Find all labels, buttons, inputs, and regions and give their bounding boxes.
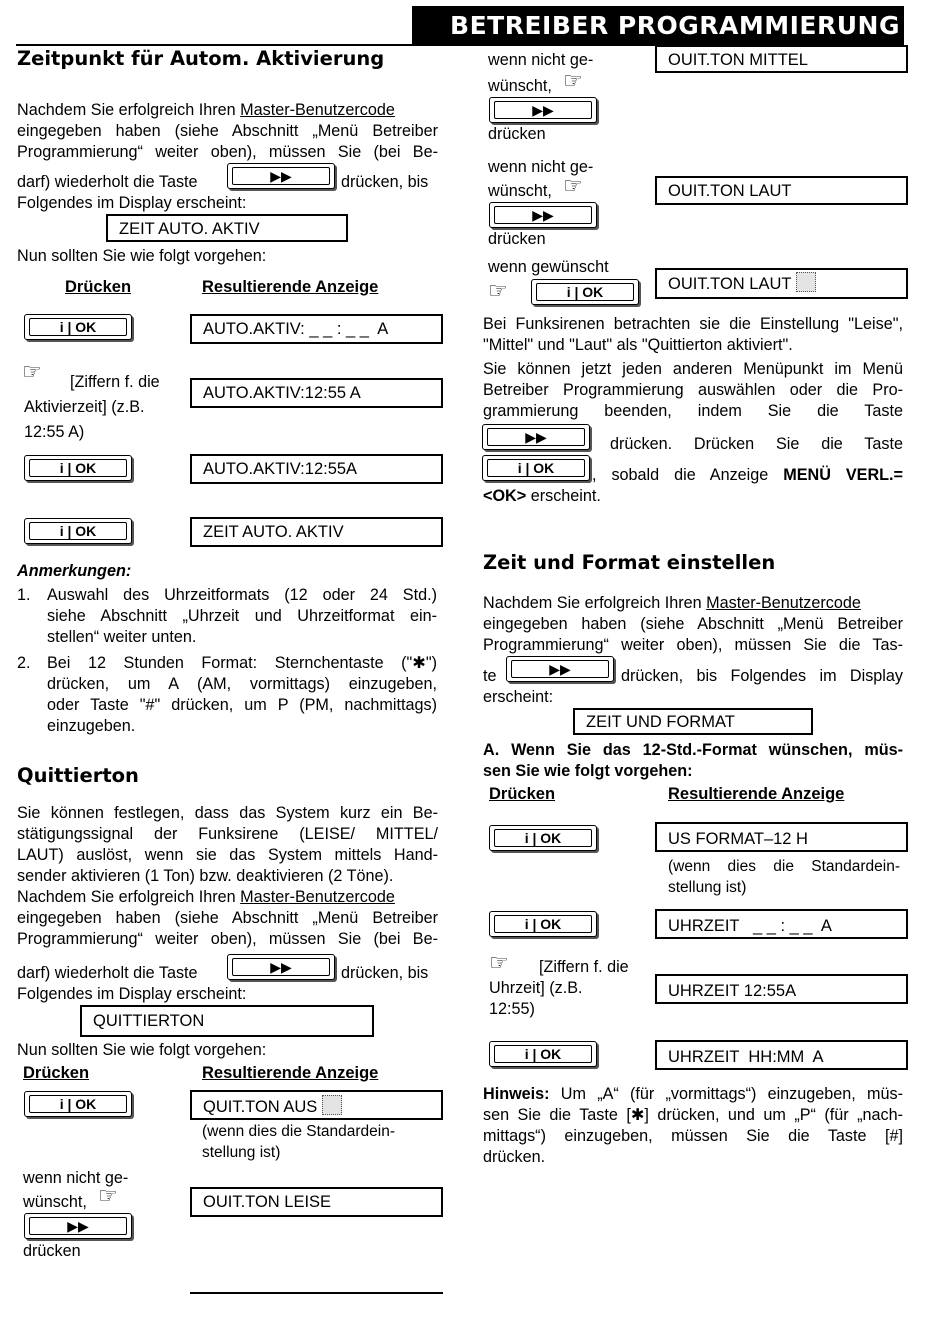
- result-uhrzeit-1255: UHRZEIT 12:55A: [655, 974, 908, 1004]
- s2-intro-line5: Folgendes im Display erscheint:: [17, 985, 247, 1003]
- s3-sub-a: A. Wenn Sie das 12-Std.-Format wünschen, müs- sen Sie wie folgt vorgehen:: [483, 741, 903, 780]
- result-us-format-note: (wenn dies die Standardein- stellung ist): [668, 858, 900, 896]
- col-press-header: Drücken: [23, 1064, 90, 1082]
- r-druecken-1: drücken: [488, 125, 546, 143]
- s2-proceed: Nun sollten Sie wie folgt vorgehen:: [17, 1041, 267, 1059]
- col-result-header: Resultierende Anzeige: [202, 278, 379, 296]
- wenn-nicht-a: wenn nicht ge-: [23, 1169, 129, 1187]
- pointing-hand-icon: ☞: [563, 68, 583, 93]
- next-key-button[interactable]: ▶▶: [489, 202, 597, 228]
- wenn-nicht-b: wünscht,: [23, 1193, 87, 1211]
- result-uhrzeit-hhmm: UHRZEIT HH:MM A: [655, 1040, 908, 1070]
- s1-proceed: Nun sollten Sie wie folgt vorgehen:: [17, 247, 267, 265]
- note-1-number: 1.: [17, 586, 31, 604]
- note-2: Bei 12 Stunden Format: Sternchentaste ("✱") drücken, um A (AM, vormittags) einzugeben, oder Taste "#" drücken, um P (PM, nachmittags) einzugeben.: [47, 654, 437, 735]
- note-1: Auswahl des Uhrzeitformats (12 oder 24 Std.) siehe Abschnitt „Uhrzeit und Uhrzeitformat ein- stellen“ weiter unten.: [47, 586, 437, 646]
- result-us-format: US FORMAT–12 H: [655, 822, 908, 852]
- ok-key-button[interactable]: i | OK: [489, 825, 597, 851]
- next-key-button[interactable]: ▶▶: [227, 163, 335, 189]
- ok-key-button[interactable]: i | OK: [482, 455, 590, 481]
- r-info-line-f: <OK> erscheint.: [483, 487, 601, 505]
- r-info-line-d: drücken. Drücken Sie die Taste: [610, 435, 903, 453]
- result-display-1: AUTO.AKTIV: _ _ : _ _ A: [190, 314, 443, 344]
- r-wenn-nicht-b: wünscht,: [488, 77, 552, 95]
- section-title-zeit-format: Zeit und Format einstellen: [483, 551, 776, 574]
- druecken-text: drücken: [23, 1242, 81, 1260]
- col-press-header: Drücken: [489, 785, 556, 803]
- result-quit-ton-mittel: OUIT.TON MITTEL: [655, 45, 908, 73]
- r-wenn-nicht-a: wenn nicht ge-: [488, 51, 594, 69]
- ok-key-button[interactable]: i | OK: [489, 911, 597, 937]
- result-quit-ton-aus-note: (wenn dies die Standardein- stellung ist): [202, 1123, 396, 1161]
- result-uhrzeit-empty: UHRZEIT _ _ : _ _ A: [655, 909, 908, 939]
- col-result-header: Resultierende Anzeige: [202, 1064, 379, 1082]
- r-wenn-nicht-a2: wenn nicht ge-: [488, 158, 594, 176]
- pointing-hand-icon: ☞: [563, 173, 583, 198]
- hint-paragraph: Hinweis: Um „A“ (für „vormittags“) einzugeben, müs- sen Sie die Taste [✱] drücken, und um „P“ (für „nach- mittags“) einzugeben, müssen Sie die Taste [#] drücken.: [483, 1085, 903, 1166]
- pointing-hand-icon: ☞: [98, 1183, 118, 1208]
- section-title-quittierton: Quittierton: [17, 764, 139, 787]
- col-result-header: Resultierende Anzeige: [668, 785, 845, 803]
- next-key-button[interactable]: ▶▶: [24, 1213, 132, 1239]
- bottom-rule: [190, 1292, 443, 1294]
- ok-key-button[interactable]: i | OK: [24, 1091, 132, 1117]
- s1-intro-line4a: darf) wiederholt die Taste: [17, 173, 198, 191]
- pointing-hand-icon: ☞: [489, 950, 509, 975]
- result-display-3: AUTO.AKTIV:12:55A: [190, 454, 443, 484]
- display-quittierton: QUITTIERTON: [80, 1005, 374, 1037]
- note-2-number: 2.: [17, 654, 31, 672]
- next-key-button[interactable]: ▶▶: [227, 954, 335, 980]
- cursor-block-icon: [796, 272, 816, 292]
- pointing-hand-icon: ☞: [488, 278, 508, 303]
- next-key-button[interactable]: ▶▶: [489, 97, 597, 123]
- r-step-text-c: 12:55): [489, 1000, 535, 1018]
- col-press-header: Drücken: [65, 278, 132, 296]
- display-zeit-und-format: ZEIT UND FORMAT: [573, 708, 813, 735]
- notes-title: Anmerkungen:: [17, 562, 132, 580]
- result-quit-ton-laut: OUIT.TON LAUT: [655, 176, 908, 205]
- ok-key-button[interactable]: i | OK: [24, 518, 132, 544]
- step2-text-c: 12:55 A): [24, 423, 85, 441]
- result-display-4: ZEIT AUTO. AKTIV: [190, 517, 443, 547]
- pointing-hand-icon: ☞: [22, 359, 42, 384]
- s1-intro-line5: Folgendes im Display erscheint:: [17, 194, 247, 212]
- s3-intro: Nachdem Sie erfolgreich Ihren Master-Benutzercode eingegeben haben (siehe Abschnitt „Menü Betreiber Programmierung“ weiter oben), müssen Sie die Tas-: [483, 594, 903, 654]
- ok-key-button[interactable]: i | OK: [531, 279, 639, 305]
- r-druecken-2: drücken: [488, 230, 546, 248]
- next-key-button[interactable]: ▶▶: [506, 656, 614, 682]
- section-title-auto-activation: Zeitpunkt für Autom. Aktivierung: [17, 47, 385, 70]
- step2-text-a: [Ziffern f. die: [70, 373, 160, 391]
- s3-intro-d1: te: [483, 667, 497, 685]
- r-info-paragraph: Bei Funksirenen betrachten sie die Einstellung "Leise", "Mittel" und "Laut" als "Quittierton aktiviert". Sie können jetzt jeden anderen Menüpunkt im Menü Betreiber Programmierung auswählen oder die Pro- grammierung beenden, indem Sie die Taste: [483, 315, 903, 420]
- display-zeit-auto-aktiv: ZEIT AUTO. AKTIV: [106, 214, 348, 242]
- ok-key-button[interactable]: i | OK: [489, 1041, 597, 1067]
- r-step-text-b: Uhrzeit] (z.B.: [489, 979, 583, 997]
- s2-paragraph: Sie können festlegen, dass das System kurz ein Be- stätigungssignal der Funksirene (LEISE/ MITTEL/ LAUT) auslöst, wenn sie das System mittels Hand- sender aktivieren (1 Ton) bzw. deaktivieren (2 Töne). Nachdem Sie erfolgreich Ihren Master-Benutzercode eingegeben haben (siehe Abschnitt „Menü Betreiber Programmierung“ weiter oben), müssen Sie (bei Be-: [17, 804, 438, 948]
- step2-text-b: Aktivierzeit] (z.B.: [24, 398, 145, 416]
- r-step-text-a: [Ziffern f. die: [539, 958, 629, 976]
- result-quit-ton-aus: QUIT.TON AUS: [190, 1090, 443, 1120]
- s3-intro-d2: drücken, bis Folgendes im Display: [621, 667, 903, 685]
- next-key-button[interactable]: ▶▶: [482, 424, 590, 450]
- result-display-2: AUTO.AKTIV:12:55 A: [190, 378, 443, 408]
- s3-intro-e: erscheint:: [483, 688, 554, 706]
- ok-key-button[interactable]: i | OK: [24, 455, 132, 481]
- cursor-block-icon: [322, 1095, 342, 1115]
- page-header: BETREIBER PROGRAMMIERUNG: [412, 6, 904, 44]
- r-wenn-nicht-b2: wünscht,: [488, 182, 552, 200]
- ok-key-button[interactable]: i | OK: [24, 314, 132, 340]
- s2-intro-line4a: darf) wiederholt die Taste: [17, 964, 198, 982]
- s1-intro: Nachdem Sie erfolgreich Ihren Master-Benutzercode eingegeben haben (siehe Abschnitt „Menü Betreiber Programmierung“ weiter oben), müssen Sie (bei Be-: [17, 101, 438, 161]
- r-info-line-e: , sobald die Anzeige MENÜ VERL.=: [592, 466, 903, 484]
- result-quit-ton-laut-selected: OUIT.TON LAUT: [655, 268, 908, 299]
- result-quit-ton-leise: OUIT.TON LEISE: [190, 1187, 443, 1217]
- s2-intro-line4b: drücken, bis: [341, 964, 429, 982]
- r-wenn-gewuenscht: wenn gewünscht: [488, 258, 609, 276]
- s1-intro-line4b: drücken, bis: [341, 173, 429, 191]
